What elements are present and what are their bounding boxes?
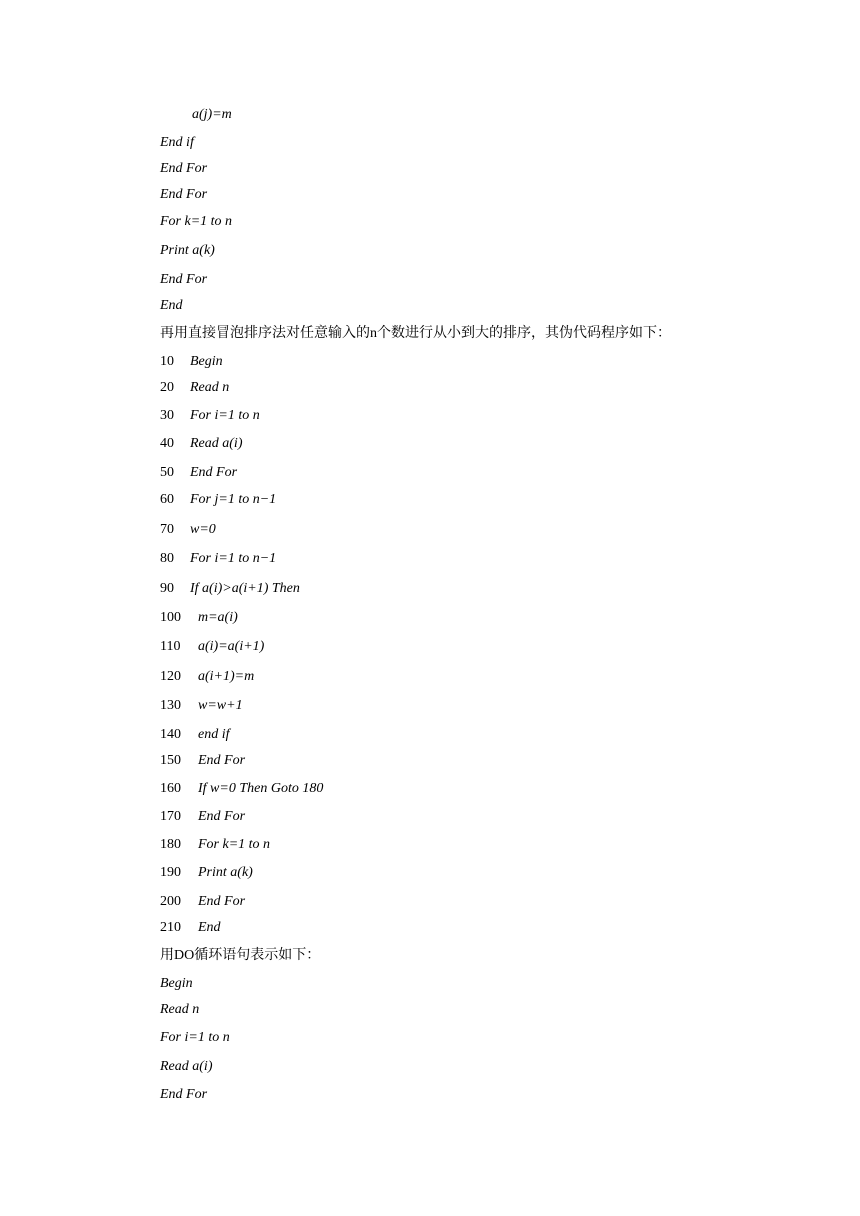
line-number: 100 [160, 610, 181, 625]
line-code: For k=1 to n [198, 837, 271, 852]
code-line: End [160, 298, 183, 313]
numbered-line [160, 491, 276, 509]
code-line: End For [160, 187, 208, 202]
line-number: 80 [160, 551, 174, 566]
line-number: 200 [160, 894, 181, 909]
numbered-line [160, 580, 300, 598]
line-code: end if [198, 727, 230, 742]
intro-bubble-sort: 再用直接冒泡排序法对任意输入的n个数进行从小到大的排序，其伪代码程序如下： [160, 326, 671, 341]
line-number: 190 [160, 865, 181, 880]
line-number: 120 [160, 669, 181, 684]
line-number: 90 [160, 581, 174, 596]
numbered-line [160, 353, 223, 371]
line-code: a(i)=a(i+1) [198, 639, 265, 654]
line-number: 130 [160, 698, 181, 713]
intro-do-loop: 用DO循环语句表示如下： [160, 948, 321, 963]
numbered-line [160, 836, 270, 854]
numbered-line [160, 808, 245, 826]
line-number: 160 [160, 781, 181, 796]
code-line: End if [160, 135, 194, 150]
line-code: Begin [190, 354, 223, 369]
numbered-line [160, 379, 229, 397]
line-code: a(i+1)=m [198, 669, 255, 684]
code-line: a(j)=m [192, 107, 232, 122]
line-number: 140 [160, 727, 181, 742]
numbered-line [160, 407, 260, 425]
line-code: End For [198, 753, 246, 768]
line-code: End For [198, 809, 246, 824]
code-line: For i=1 to n [160, 1030, 230, 1045]
code-line: Read a(i) [160, 1059, 213, 1074]
line-code: If a(i)>a(i+1) Then [190, 581, 300, 596]
line-number: 30 [160, 408, 174, 423]
numbered-line [160, 668, 254, 686]
line-number: 40 [160, 436, 174, 451]
numbered-line [160, 864, 253, 882]
code-line: Read n [160, 1002, 200, 1017]
line-code: Read a(i) [190, 436, 243, 451]
line-code: End For [190, 465, 238, 480]
line-number: 70 [160, 522, 174, 537]
numbered-line [160, 726, 230, 744]
line-code: End For [198, 894, 246, 909]
line-code: m=a(i) [198, 610, 238, 625]
numbered-line [160, 752, 245, 770]
numbered-line [160, 464, 237, 482]
line-number: 210 [160, 920, 181, 935]
line-number: 50 [160, 465, 174, 480]
line-number: 170 [160, 809, 181, 824]
line-number: 150 [160, 753, 181, 768]
line-code: For j=1 to n−1 [190, 492, 277, 507]
line-code: End [198, 920, 221, 935]
numbered-line [160, 435, 242, 453]
line-number: 10 [160, 354, 174, 369]
numbered-line [160, 638, 264, 656]
code-line: For k=1 to n [160, 214, 233, 229]
line-code: Print a(k) [198, 865, 253, 880]
numbered-line [160, 609, 238, 627]
numbered-line [160, 919, 221, 937]
line-code: w=0 [190, 522, 216, 537]
line-number: 60 [160, 492, 174, 507]
numbered-line [160, 550, 276, 568]
numbered-line [160, 521, 216, 539]
numbered-line [160, 893, 245, 911]
line-code: Read n [190, 380, 230, 395]
code-line: End For [160, 272, 208, 287]
line-code: w=w+1 [198, 698, 243, 713]
line-number: 180 [160, 837, 181, 852]
code-line: Begin [160, 976, 193, 991]
line-code: For i=1 to n [190, 408, 260, 423]
line-number: 20 [160, 380, 174, 395]
code-line: Print a(k) [160, 243, 215, 258]
code-line: End For [160, 1087, 208, 1102]
line-code: For i=1 to n−1 [190, 551, 277, 566]
numbered-line [160, 697, 243, 715]
line-number: 110 [160, 639, 181, 654]
line-code: If w=0 Then Goto 180 [198, 781, 324, 796]
numbered-line [160, 780, 323, 798]
code-line: End For [160, 161, 208, 176]
